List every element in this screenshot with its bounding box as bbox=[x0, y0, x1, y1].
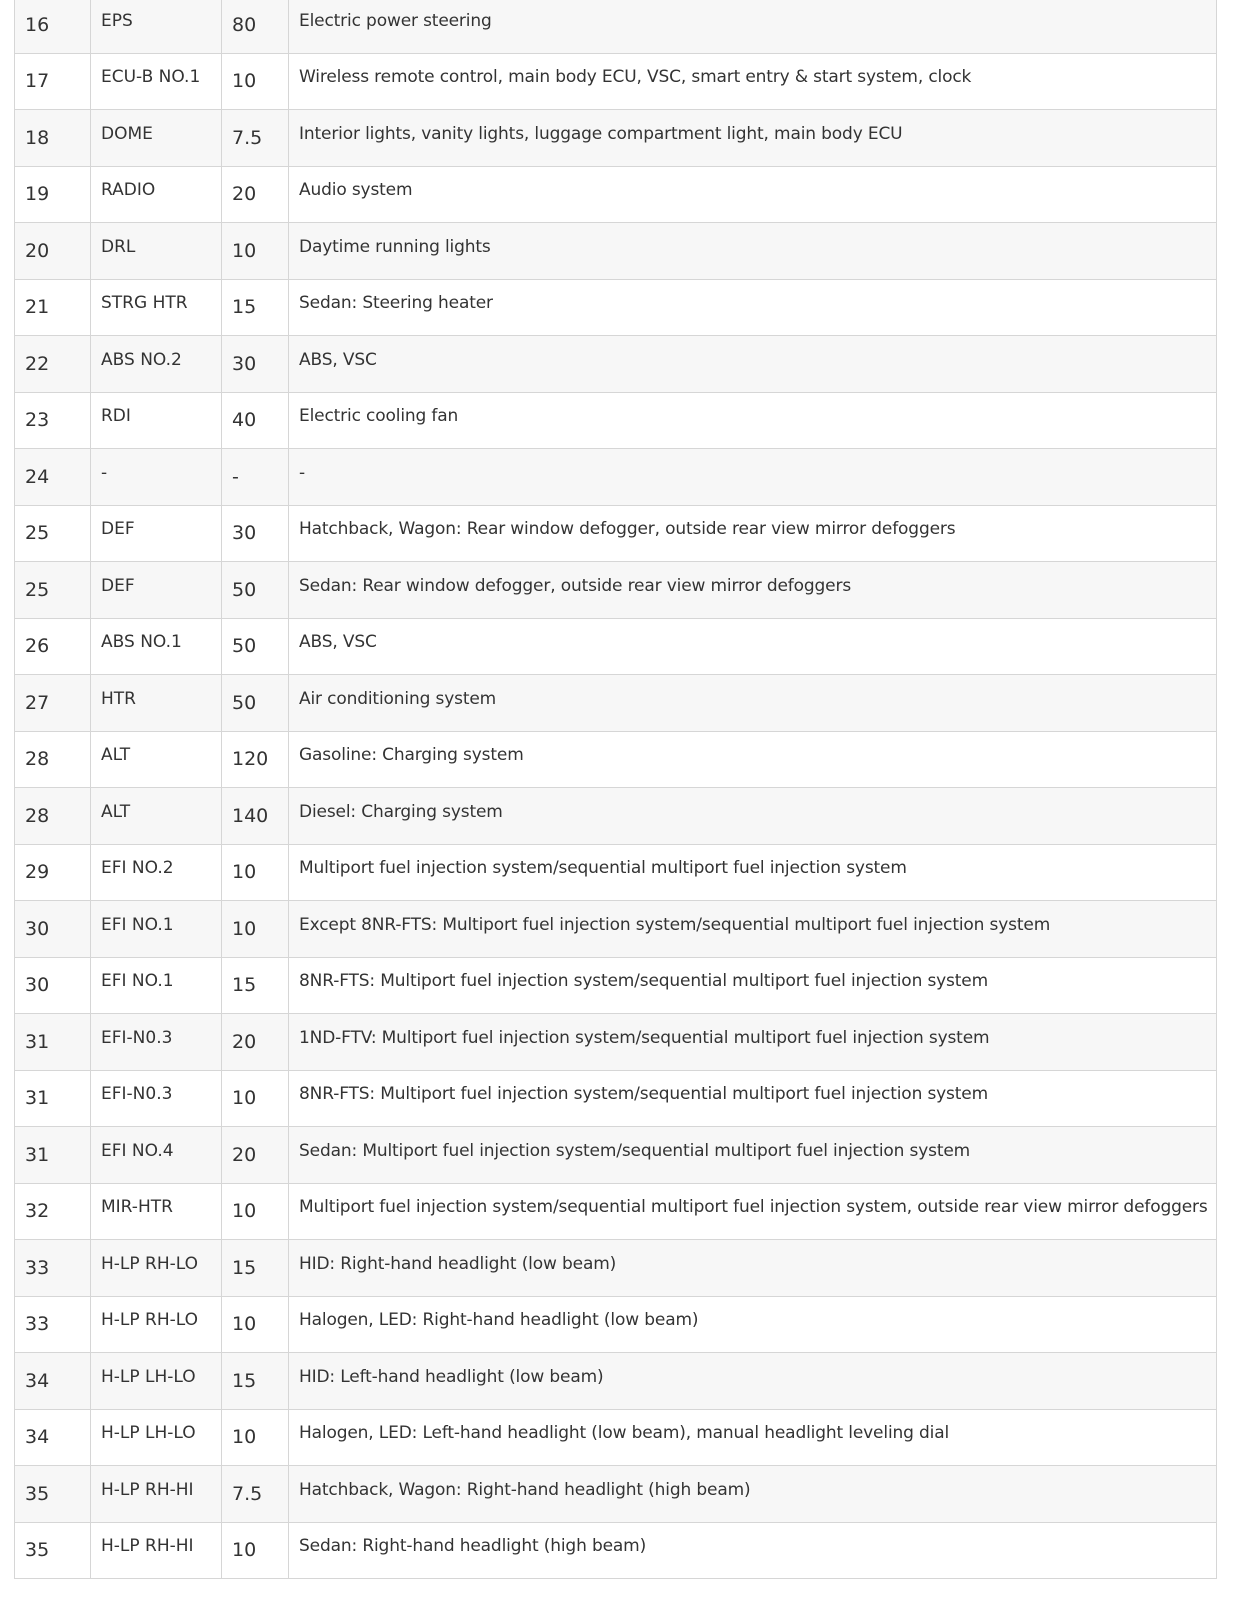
fuse-table-body bbox=[15, 0, 1217, 1579]
fuse-amperage-cell: 7.5 bbox=[222, 110, 289, 167]
fuse-circuit-cell: Halogen, LED: Right-hand headlight (low beam) bbox=[289, 1296, 1217, 1353]
table-row bbox=[15, 110, 1217, 167]
fuse-circuit-cell: Air conditioning system bbox=[289, 675, 1217, 732]
fuse-amperage-cell: 80 bbox=[222, 0, 289, 53]
table-row bbox=[15, 562, 1217, 619]
table-row bbox=[15, 166, 1217, 223]
fuse-circuit-cell: Interior lights, vanity lights, luggage compartment light, main body ECU bbox=[289, 110, 1217, 167]
fuse-amperage-cell: 140 bbox=[222, 788, 289, 845]
fuse-amperage-cell: 15 bbox=[222, 1353, 289, 1410]
table-row bbox=[15, 1353, 1217, 1410]
fuse-number-cell: 30 bbox=[15, 957, 91, 1014]
fuse-circuit-cell: Sedan: Right-hand headlight (high beam) bbox=[289, 1522, 1217, 1579]
table-row bbox=[15, 1240, 1217, 1297]
fuse-name-cell: EFI-N0.3 bbox=[91, 1014, 222, 1071]
fuse-number-cell: 21 bbox=[15, 279, 91, 336]
fuse-name-cell: HTR bbox=[91, 675, 222, 732]
fuse-circuit-cell: Audio system bbox=[289, 166, 1217, 223]
fuse-name-cell: DEF bbox=[91, 505, 222, 562]
fuse-circuit-cell: Gasoline: Charging system bbox=[289, 731, 1217, 788]
fuse-name-cell: RDI bbox=[91, 392, 222, 449]
fuse-number-cell: 20 bbox=[15, 223, 91, 280]
fuse-number-cell: 29 bbox=[15, 844, 91, 901]
fuse-number-cell: 19 bbox=[15, 166, 91, 223]
fuse-amperage-cell: 10 bbox=[222, 1296, 289, 1353]
fuse-name-cell: DEF bbox=[91, 562, 222, 619]
fuse-amperage-cell: 20 bbox=[222, 166, 289, 223]
table-row bbox=[15, 1466, 1217, 1523]
fuse-circuit-cell: Sedan: Steering heater bbox=[289, 279, 1217, 336]
fuse-number-cell: 30 bbox=[15, 901, 91, 958]
fuse-number-cell: 26 bbox=[15, 618, 91, 675]
fuse-name-cell: ABS NO.2 bbox=[91, 336, 222, 393]
fuse-circuit-cell: 8NR-FTS: Multiport fuel injection system/sequential multiport fuel injection system bbox=[289, 1070, 1217, 1127]
fuse-circuit-cell: ABS, VSC bbox=[289, 618, 1217, 675]
fuse-number-cell: 31 bbox=[15, 1070, 91, 1127]
table-row bbox=[15, 1183, 1217, 1240]
table-row bbox=[15, 279, 1217, 336]
fuse-number-cell: 16 bbox=[15, 0, 91, 53]
fuse-circuit-cell: HID: Right-hand headlight (low beam) bbox=[289, 1240, 1217, 1297]
fuse-amperage-cell: - bbox=[222, 449, 289, 506]
fuse-amperage-cell: 10 bbox=[222, 844, 289, 901]
fuse-circuit-cell: ABS, VSC bbox=[289, 336, 1217, 393]
fuse-name-cell: EFI NO.1 bbox=[91, 957, 222, 1014]
table-row bbox=[15, 1522, 1217, 1579]
fuse-circuit-cell: - bbox=[289, 449, 1217, 506]
fuse-number-cell: 35 bbox=[15, 1466, 91, 1523]
fuse-number-cell: 34 bbox=[15, 1353, 91, 1410]
fuse-amperage-cell: 50 bbox=[222, 675, 289, 732]
table-row bbox=[15, 392, 1217, 449]
fuse-name-cell: MIR-HTR bbox=[91, 1183, 222, 1240]
fuse-name-cell: H-LP LH-LO bbox=[91, 1353, 222, 1410]
fuse-number-cell: 22 bbox=[15, 336, 91, 393]
fuse-name-cell: ECU-B NO.1 bbox=[91, 53, 222, 110]
fuse-name-cell: ABS NO.1 bbox=[91, 618, 222, 675]
fuse-amperage-cell: 15 bbox=[222, 957, 289, 1014]
fuse-circuit-cell: 1ND-FTV: Multiport fuel injection system/sequential multiport fuel injection system bbox=[289, 1014, 1217, 1071]
table-row bbox=[15, 1014, 1217, 1071]
fuse-number-cell: 18 bbox=[15, 110, 91, 167]
fuse-amperage-cell: 10 bbox=[222, 1070, 289, 1127]
table-row bbox=[15, 1296, 1217, 1353]
fuse-name-cell: DRL bbox=[91, 223, 222, 280]
fuse-number-cell: 24 bbox=[15, 449, 91, 506]
fuse-circuit-cell: Halogen, LED: Left-hand headlight (low beam), manual headlight leveling dial bbox=[289, 1409, 1217, 1466]
fuse-amperage-cell: 10 bbox=[222, 901, 289, 958]
fuse-circuit-cell: Wireless remote control, main body ECU, VSC, smart entry & start system, clock bbox=[289, 53, 1217, 110]
fuse-amperage-cell: 10 bbox=[222, 1522, 289, 1579]
fuse-amperage-cell: 10 bbox=[222, 1409, 289, 1466]
fuse-circuit-cell: Except 8NR-FTS: Multiport fuel injection system/sequential multiport fuel injection system bbox=[289, 901, 1217, 958]
fuse-number-cell: 28 bbox=[15, 731, 91, 788]
fuse-number-cell: 35 bbox=[15, 1522, 91, 1579]
fuse-number-cell: 28 bbox=[15, 788, 91, 845]
table-row bbox=[15, 844, 1217, 901]
fuse-amperage-cell: 10 bbox=[222, 1183, 289, 1240]
fuse-name-cell: H-LP LH-LO bbox=[91, 1409, 222, 1466]
fuse-amperage-cell: 30 bbox=[222, 505, 289, 562]
table-row bbox=[15, 449, 1217, 506]
fuse-amperage-cell: 20 bbox=[222, 1127, 289, 1184]
fuse-circuit-cell: Multiport fuel injection system/sequential multiport fuel injection system, outside rear view mirror defoggers bbox=[289, 1183, 1217, 1240]
table-row bbox=[15, 0, 1217, 53]
fuse-circuit-cell: HID: Left-hand headlight (low beam) bbox=[289, 1353, 1217, 1410]
fuse-number-cell: 25 bbox=[15, 505, 91, 562]
fuse-number-cell: 23 bbox=[15, 392, 91, 449]
fuse-name-cell: RADIO bbox=[91, 166, 222, 223]
fuse-name-cell: ALT bbox=[91, 788, 222, 845]
table-row bbox=[15, 618, 1217, 675]
fuse-number-cell: 17 bbox=[15, 53, 91, 110]
fuse-name-cell: EFI NO.1 bbox=[91, 901, 222, 958]
fuse-number-cell: 27 bbox=[15, 675, 91, 732]
fuse-name-cell: EFI-N0.3 bbox=[91, 1070, 222, 1127]
fuse-number-cell: 32 bbox=[15, 1183, 91, 1240]
fuse-amperage-cell: 10 bbox=[222, 223, 289, 280]
fuse-circuit-cell: Daytime running lights bbox=[289, 223, 1217, 280]
fuse-name-cell: ALT bbox=[91, 731, 222, 788]
fuse-name-cell: H-LP RH-HI bbox=[91, 1522, 222, 1579]
table-row bbox=[15, 336, 1217, 393]
fuse-name-cell: H-LP RH-LO bbox=[91, 1296, 222, 1353]
fuse-name-cell: EFI NO.4 bbox=[91, 1127, 222, 1184]
table-row bbox=[15, 731, 1217, 788]
fuse-amperage-cell: 15 bbox=[222, 279, 289, 336]
fuse-number-cell: 33 bbox=[15, 1296, 91, 1353]
fuse-name-cell: H-LP RH-HI bbox=[91, 1466, 222, 1523]
fuse-circuit-cell: Diesel: Charging system bbox=[289, 788, 1217, 845]
fuse-table bbox=[14, 0, 1217, 1579]
fuse-name-cell: - bbox=[91, 449, 222, 506]
fuse-circuit-cell: Sedan: Rear window defogger, outside rear view mirror defoggers bbox=[289, 562, 1217, 619]
fuse-number-cell: 25 bbox=[15, 562, 91, 619]
fuse-circuit-cell: Sedan: Multiport fuel injection system/sequential multiport fuel injection system bbox=[289, 1127, 1217, 1184]
table-row bbox=[15, 957, 1217, 1014]
fuse-amperage-cell: 40 bbox=[222, 392, 289, 449]
fuse-number-cell: 31 bbox=[15, 1014, 91, 1071]
table-row bbox=[15, 223, 1217, 280]
fuse-circuit-cell: 8NR-FTS: Multiport fuel injection system/sequential multiport fuel injection system bbox=[289, 957, 1217, 1014]
fuse-name-cell: EFI NO.2 bbox=[91, 844, 222, 901]
table-row bbox=[15, 675, 1217, 732]
fuse-number-cell: 33 bbox=[15, 1240, 91, 1297]
fuse-name-cell: EPS bbox=[91, 0, 222, 53]
fuse-amperage-cell: 50 bbox=[222, 562, 289, 619]
fuse-circuit-cell: Hatchback, Wagon: Right-hand headlight (high beam) bbox=[289, 1466, 1217, 1523]
table-row bbox=[15, 505, 1217, 562]
fuse-circuit-cell: Hatchback, Wagon: Rear window defogger, outside rear view mirror defoggers bbox=[289, 505, 1217, 562]
table-row bbox=[15, 53, 1217, 110]
table-row bbox=[15, 1127, 1217, 1184]
fuse-name-cell: H-LP RH-LO bbox=[91, 1240, 222, 1297]
table-row bbox=[15, 1409, 1217, 1466]
fuse-amperage-cell: 20 bbox=[222, 1014, 289, 1071]
table-row bbox=[15, 901, 1217, 958]
fuse-amperage-cell: 10 bbox=[222, 53, 289, 110]
fuse-circuit-cell: Multiport fuel injection system/sequential multiport fuel injection system bbox=[289, 844, 1217, 901]
fuse-circuit-cell: Electric power steering bbox=[289, 0, 1217, 53]
fuse-number-cell: 34 bbox=[15, 1409, 91, 1466]
fuse-circuit-cell: Electric cooling fan bbox=[289, 392, 1217, 449]
fuse-number-cell: 31 bbox=[15, 1127, 91, 1184]
fuse-amperage-cell: 50 bbox=[222, 618, 289, 675]
fuse-amperage-cell: 7.5 bbox=[222, 1466, 289, 1523]
fuse-name-cell: DOME bbox=[91, 110, 222, 167]
table-row bbox=[15, 788, 1217, 845]
fuse-amperage-cell: 30 bbox=[222, 336, 289, 393]
table-row bbox=[15, 1070, 1217, 1127]
fuse-name-cell: STRG HTR bbox=[91, 279, 222, 336]
fuse-amperage-cell: 120 bbox=[222, 731, 289, 788]
fuse-amperage-cell: 15 bbox=[222, 1240, 289, 1297]
